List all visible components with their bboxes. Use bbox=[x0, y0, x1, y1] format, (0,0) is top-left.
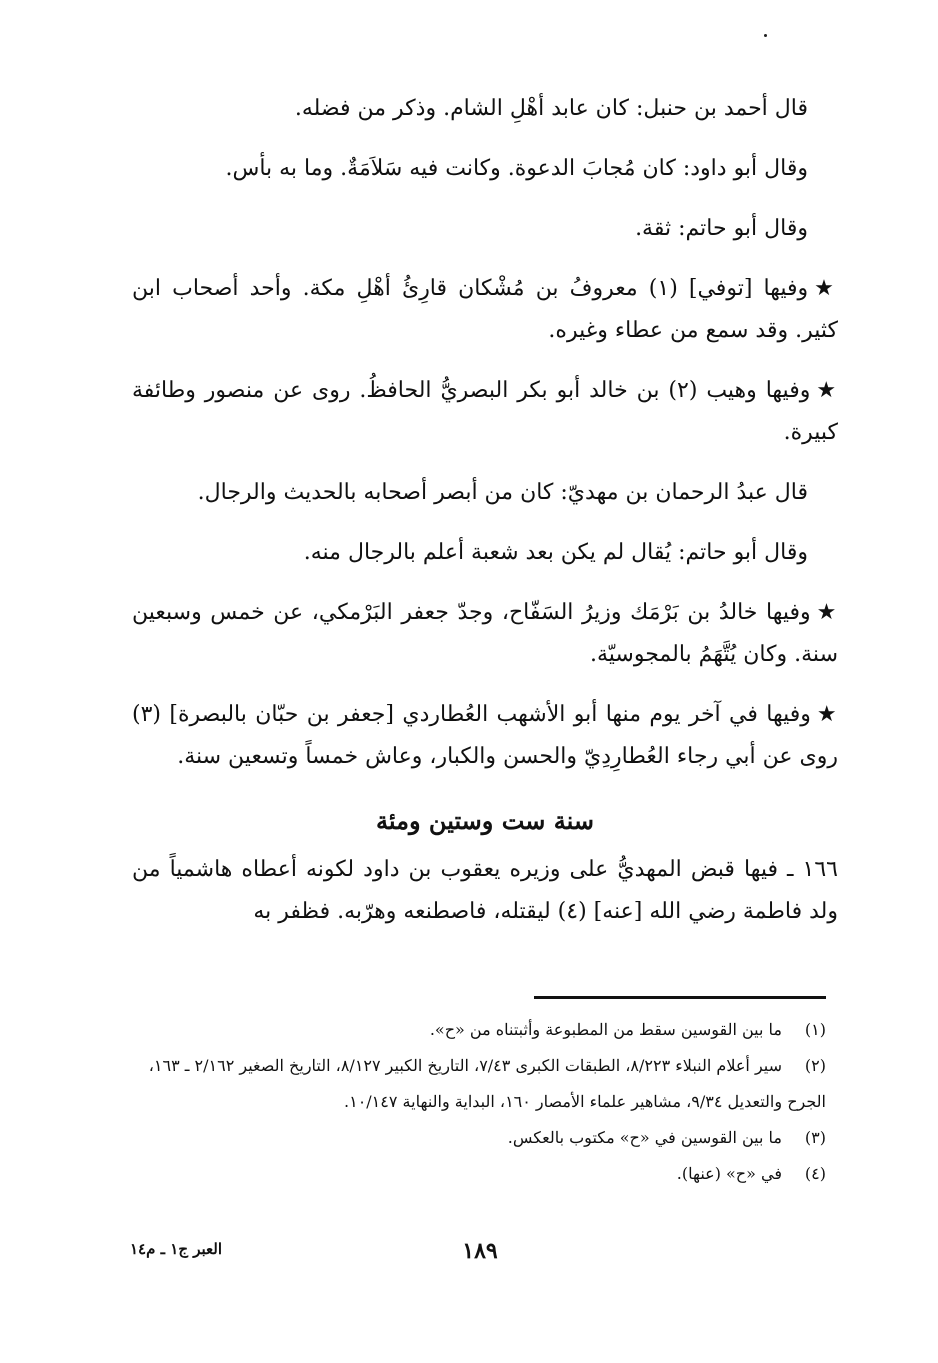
entry-text: وفيها وهيب (٢) بن خالد أبو بكر البصريُّ الحافظُ. روى عن منصور وطائفة كبيرة. bbox=[132, 378, 838, 445]
footnote bbox=[120, 1156, 826, 1192]
footnote-number: (٤) bbox=[804, 1164, 826, 1183]
footnote bbox=[120, 1120, 826, 1156]
main-text bbox=[132, 88, 838, 933]
footnote-number: (٢) bbox=[804, 1056, 826, 1075]
footnotes bbox=[120, 1012, 826, 1192]
star-icon: ★ bbox=[816, 378, 838, 403]
paragraph: وقال أبو حاتم: ثقة. bbox=[635, 216, 808, 241]
star-icon: ★ bbox=[814, 276, 838, 301]
paragraph: قال أحمد بن حنبل: كان عابد أهْلِ الشام. وذكر من فضله. bbox=[294, 96, 808, 121]
entry-text: وفيها في آخر يوم منها أبو الأشهب العُطاردي [جعفر بن حبّان بالبصرة] (٣) روى عن أبي رجاء العُطارِدِيّ والحسن والكبار، وعاش خمساً وتسعين سنة. bbox=[132, 702, 838, 769]
printer-signature: العبر ج١ ـ م١٤ bbox=[130, 1240, 223, 1258]
paragraph: ١٦٦ ـ فيها قبض المهديُّ على وزيره يعقوب بن داود لكونه أعطاه هاشمياً من ولد فاطمة رضي الله [عنه] (٤) ليقتله، فاصطنعه وهرّبه. فظفر به bbox=[132, 857, 838, 924]
footnote-text: سير أعلام النبلاء ٨/٢٢٣، الطبقات الكبرى ٧/٤٣، التاريخ الكبير ٨/١٢٧، التاريخ الصغير ٢/١٦٢ ـ ١٦٣، الجرح والتعديل ٩/٣٤، مشاهير علماء الأمصار ١٦٠، البداية والنهاية ١٠/١٤٧. bbox=[148, 1056, 826, 1111]
entry-paragraph bbox=[132, 694, 838, 778]
entry-paragraph bbox=[132, 268, 838, 352]
footnote-number: (١) bbox=[804, 1020, 826, 1039]
star-icon: ★ bbox=[816, 702, 838, 727]
footnote-text: ما بين القوسين سقط من المطبوعة وأثبتناه من «ح». bbox=[429, 1020, 782, 1039]
speck bbox=[764, 34, 767, 37]
footnote-divider bbox=[534, 996, 826, 999]
star-icon: ★ bbox=[816, 600, 839, 625]
entry-paragraph bbox=[132, 370, 838, 454]
entry-text: وفيها [توفي] (١) معروفُ بن مُشْكان قارِئُ أهْلِ مكة. وأحد أصحاب ابن كثير. وقد سمع من عطاء وغيره. bbox=[132, 276, 838, 343]
footnote-text: ما بين القوسين في «ح» مكتوب بالعكس. bbox=[507, 1128, 782, 1147]
entry-paragraph bbox=[132, 592, 838, 676]
page-number: ١٨٩ bbox=[462, 1238, 498, 1264]
footnote bbox=[120, 1048, 826, 1120]
paragraph: قال عبدُ الرحمان بن مهديّ: كان من أبصر أصحابه بالحديث والرجال. bbox=[197, 480, 808, 505]
entry-text: وفيها خالدُ بن بَرْمَك وزيرُ السَفّاح، وجدّ جعفر البَرْمكي، عن خمس وسبعين سنة. وكان يُتَّهَمُ بالمجوسيّة. bbox=[132, 600, 838, 667]
paragraph: وقال أبو حاتم: يُقال لم يكن بعد شعبة أعلم بالرجال منه. bbox=[303, 540, 808, 565]
section-heading: سنة ست وستين ومئة bbox=[376, 806, 594, 835]
footnote bbox=[120, 1012, 826, 1048]
paragraph: وقال أبو داود: كان مُجابَ الدعوة. وكانت فيه سَلاَمَةٌ. وما به بأس. bbox=[225, 156, 808, 181]
footnote-number: (٣) bbox=[804, 1128, 826, 1147]
footnote-text: في «ح» (عنها). bbox=[676, 1164, 782, 1183]
